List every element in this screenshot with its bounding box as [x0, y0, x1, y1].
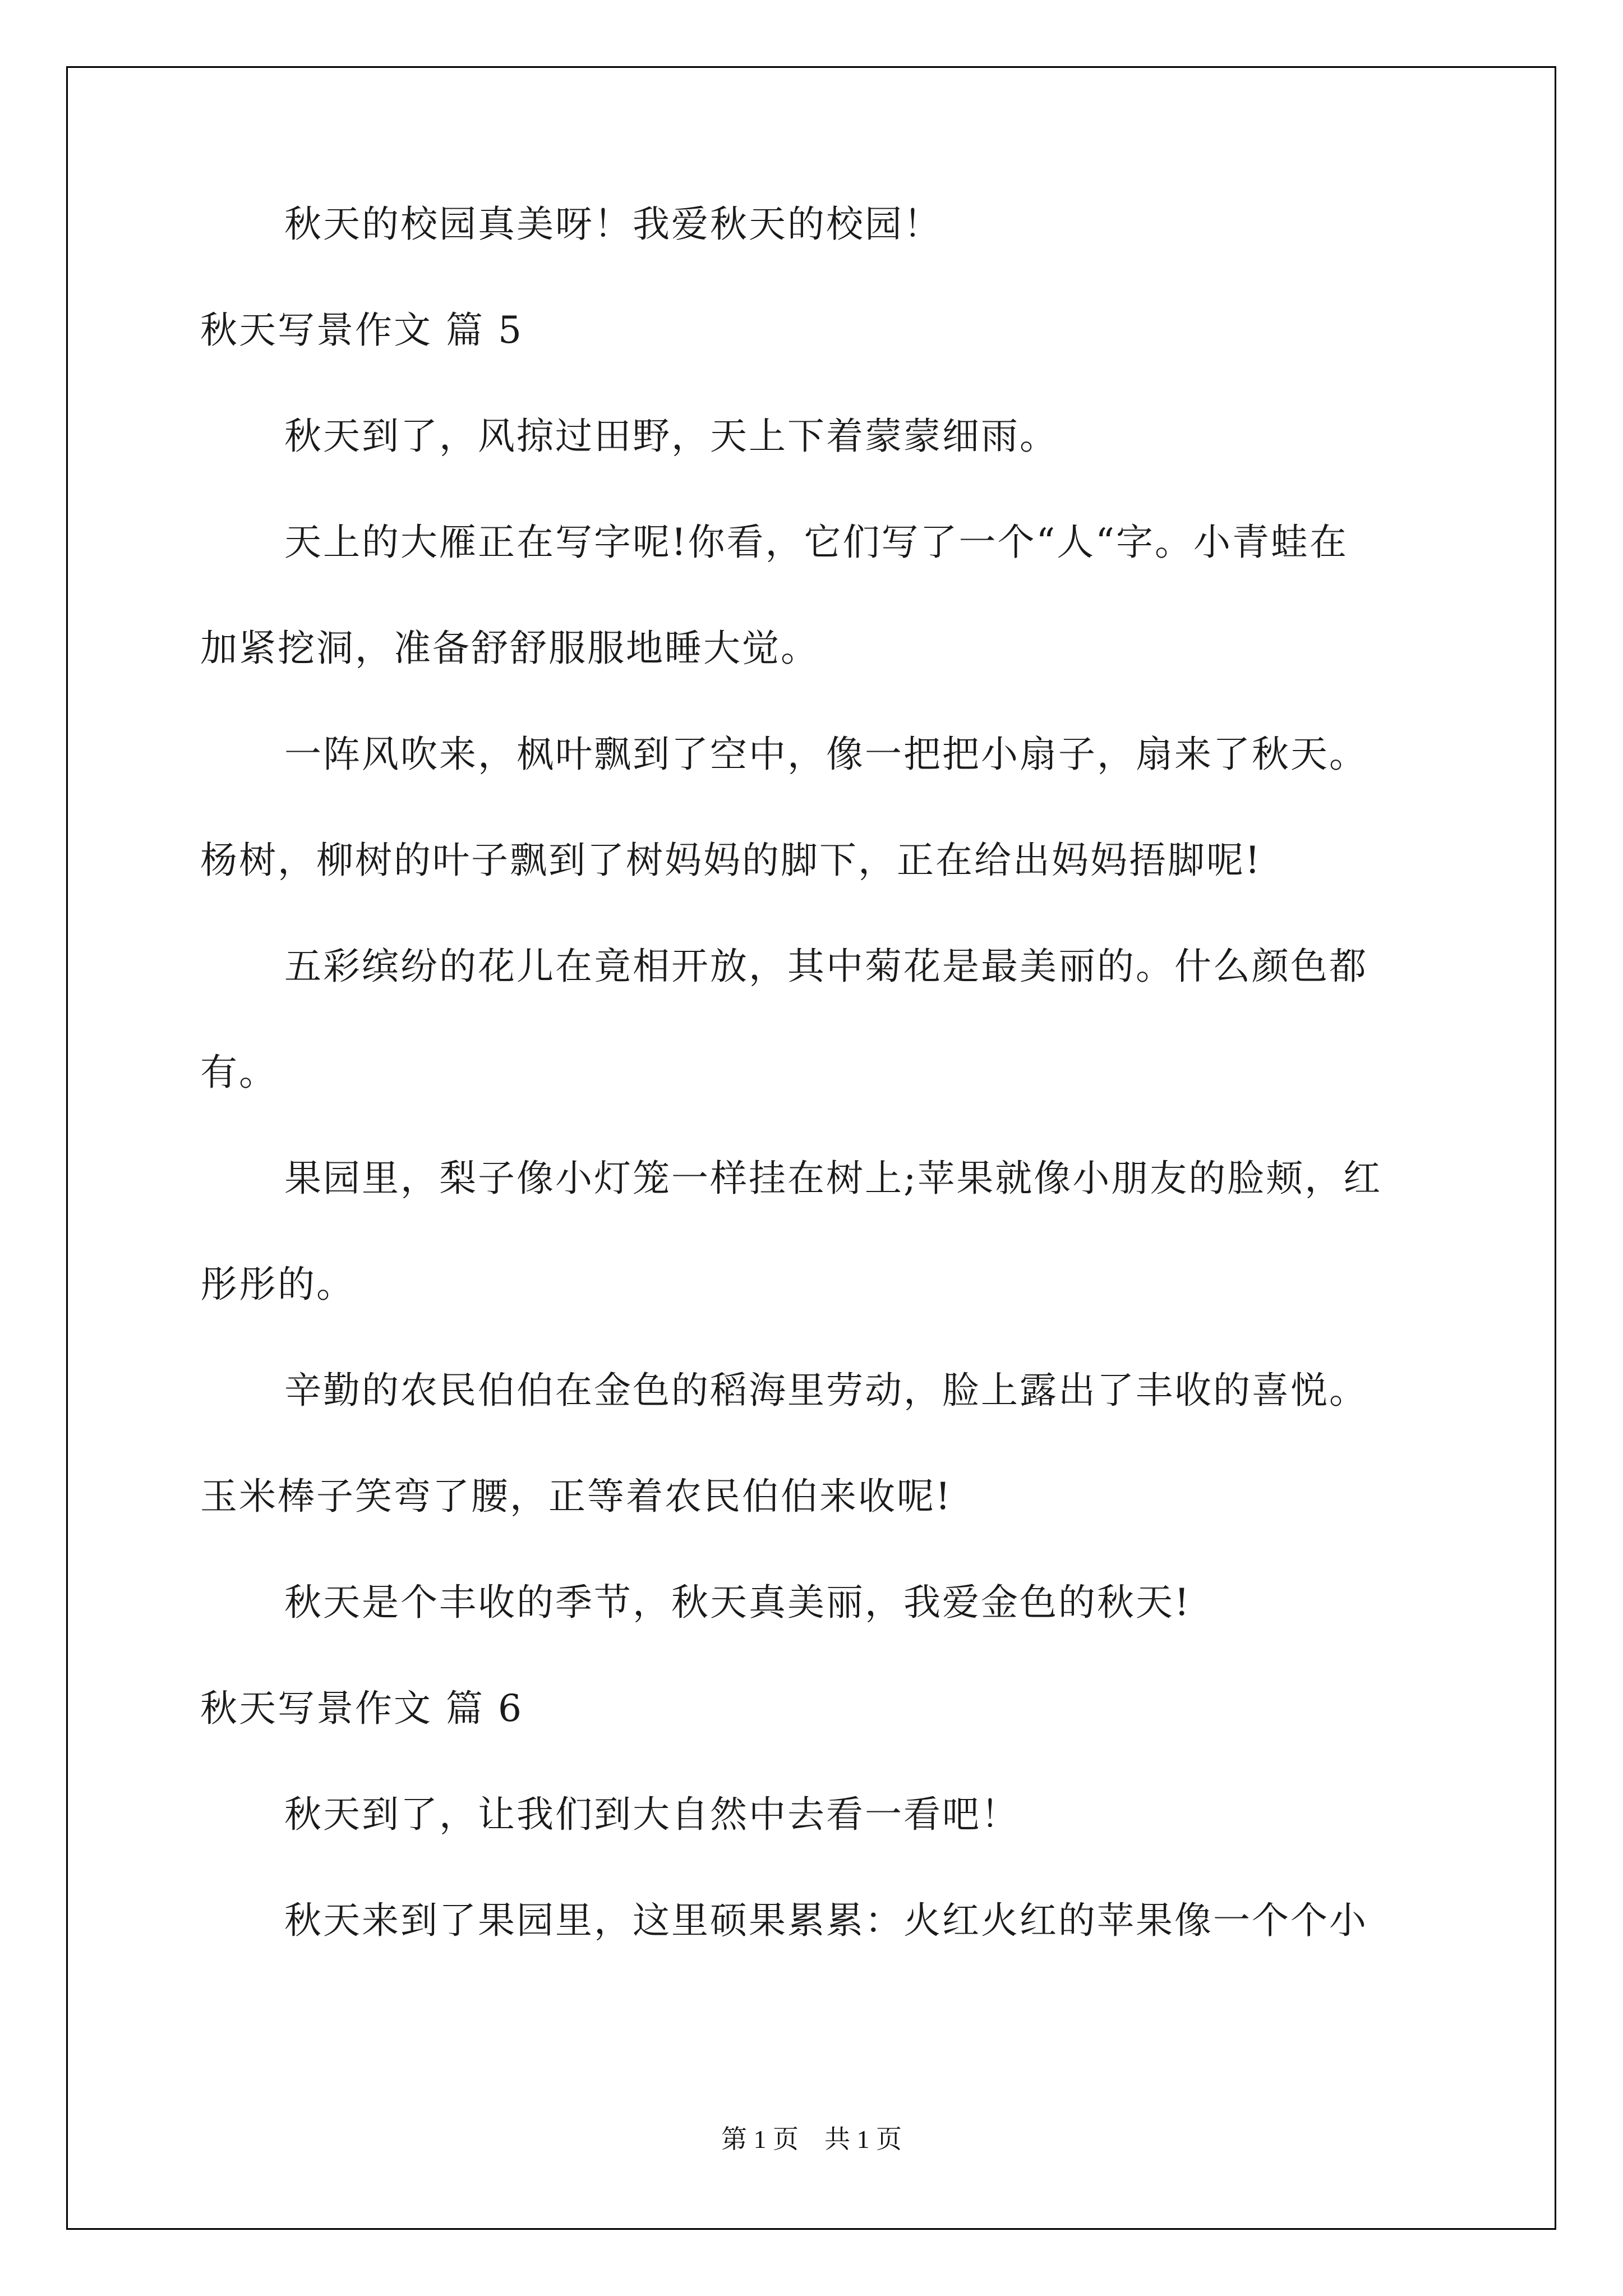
paragraph-line: 秋天的校园真美呀！我爱秋天的校园！ — [284, 203, 942, 246]
paragraph-line: 一阵风吹来，枫叶飘到了空中，像一把把小扇子，扇来了秋天。 — [284, 733, 1368, 776]
text-line: 秋天写景作文 篇 6 — [200, 1687, 523, 1730]
text-line: 加紧挖洞，准备舒舒服服地睡大觉。 — [200, 627, 819, 670]
text-line: 有。 — [200, 1051, 278, 1094]
paragraph-line: 秋天来到了果园里，这里硕果累累：火红火红的苹果像一个个小 — [284, 1899, 1368, 1942]
paragraph-line: 果园里，梨子像小灯笼一样挂在树上;苹果就像小朋友的脸颊，红 — [284, 1157, 1382, 1200]
text-line: 彤彤的。 — [200, 1263, 355, 1306]
page-number-footer: 第 1 页 共 1 页 — [721, 2125, 902, 2154]
document-body — [200, 197, 1434, 1948]
text-line: 杨树，柳树的叶子飘到了树妈妈的脚下，正在给出妈妈捂脚呢! — [200, 839, 1262, 882]
paragraph-line: 秋天到了，让我们到大自然中去看一看吧！ — [284, 1793, 1020, 1836]
paragraph-line: 辛勤的农民伯伯在金色的稻海里劳动，脸上露出了丰收的喜悦。 — [284, 1369, 1368, 1412]
text-line: 玉米棒子笑弯了腰，正等着农民伯伯来收呢! — [200, 1475, 952, 1518]
text-line: 秋天写景作文 篇 5 — [200, 309, 523, 352]
paragraph-line: 秋天到了，风掠过田野，天上下着蒙蒙细雨。 — [284, 415, 1058, 458]
paragraph-line: 五彩缤纷的花儿在竟相开放，其中菊花是最美丽的。什么颜色都 — [284, 945, 1368, 988]
paragraph-line: 天上的大雁正在写字呢!你看，它们写了一个“人“字。小青蛙在 — [284, 521, 1349, 564]
paragraph-line: 秋天是个丰收的季节，秋天真美丽，我爱金色的秋天! — [284, 1581, 1191, 1624]
